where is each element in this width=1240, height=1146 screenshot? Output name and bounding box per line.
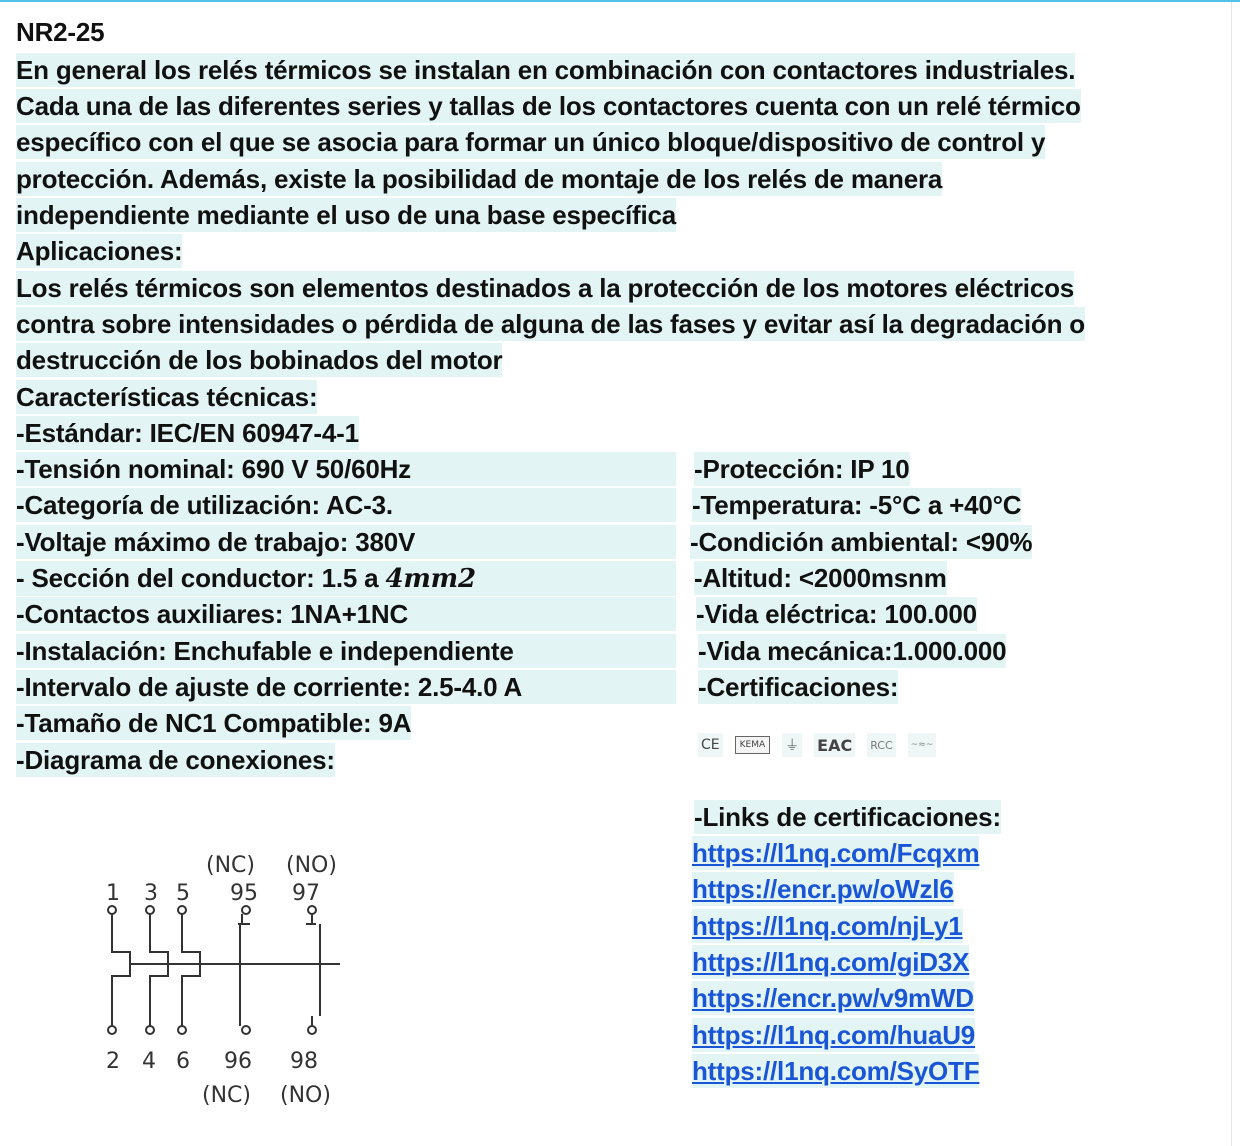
thermal-element-line bbox=[182, 914, 200, 1026]
terminal-circle bbox=[178, 1026, 186, 1034]
spec-utilization-category: -Categoría de utilización: AC-3. bbox=[16, 488, 676, 522]
spec-max-voltage: -Voltaje máximo de trabajo: 380V bbox=[16, 525, 676, 559]
spec-current-range: -Intervalo de ajuste de corriente: 2.5-4.0 A bbox=[16, 670, 676, 704]
diagram-terminal: 97 bbox=[292, 881, 320, 906]
intro-line: protección. Además, existe la posibilidad de montaje de los relés de manera bbox=[16, 164, 943, 194]
spec-aux-contacts: -Contactos auxiliares: 1NA+1NC bbox=[16, 597, 676, 631]
connection-diagram bbox=[90, 840, 380, 1130]
diagram-terminal: 5 bbox=[176, 881, 190, 906]
certification-link[interactable]: https://encr.pw/v9mWD bbox=[692, 983, 974, 1013]
terminal-circle bbox=[308, 1026, 316, 1034]
terminal-circle bbox=[178, 906, 186, 914]
links-heading: -Links de certificaciones: bbox=[694, 802, 1001, 832]
intro-line: independiente mediante el uso de una base específica bbox=[16, 200, 677, 230]
intro-line: específico con el que se asocia para formar un único bloque/dispositivo de control y bbox=[16, 127, 1046, 157]
applications-line: Los relés térmicos son elementos destinados a la protección de los motores eléctricos bbox=[16, 273, 1075, 303]
applications-line: contra sobre intensidades o pérdida de alguna de las fases y evitar así la degradación o bbox=[16, 309, 1085, 339]
conductor-unit: 4mm2 bbox=[385, 564, 476, 594]
page-right-border bbox=[1231, 2, 1232, 1146]
certification-link[interactable]: https://l1nq.com/Fcqxm bbox=[692, 838, 980, 868]
applications-line: destrucción de los bobinados del motor bbox=[16, 345, 503, 375]
diagram-terminal: 6 bbox=[176, 1049, 190, 1074]
spec-conductor-section bbox=[16, 561, 676, 596]
certification-link[interactable]: https://l1nq.com/giD3X bbox=[692, 947, 970, 977]
spec-installation: -Instalación: Enchufable e independiente bbox=[16, 634, 676, 668]
terminal-circle bbox=[242, 906, 250, 914]
features-heading: Características técnicas: bbox=[16, 382, 318, 412]
nc-contact-line bbox=[238, 914, 250, 1026]
top-accent-line bbox=[0, 0, 1240, 2]
thermal-element-line bbox=[112, 914, 130, 1026]
spec-mechanical-life: -Vida mecánica:1.000.000 bbox=[698, 636, 1007, 666]
rcc-mark-icon: RCC bbox=[867, 733, 895, 757]
diagram-terminal: 98 bbox=[290, 1049, 318, 1074]
diagram-terminal: 95 bbox=[230, 881, 258, 906]
diagram-bottom-label-nc: (NC) bbox=[202, 1083, 251, 1108]
spec-nominal-voltage: -Tensión nominal: 690 V 50/60Hz bbox=[16, 452, 676, 486]
no-contact-line bbox=[306, 914, 320, 1026]
spec-altitude: -Altitud: <2000msnm bbox=[694, 563, 947, 593]
intro-line: En general los relés térmicos se instalan en combinación con contactores industriales. bbox=[16, 55, 1076, 85]
kema-mark-icon: KEMA bbox=[735, 736, 771, 754]
diagram-top-label-no: (NO) bbox=[286, 853, 337, 878]
terminal-circle bbox=[146, 1026, 154, 1034]
terminal-circle bbox=[308, 906, 316, 914]
spec-electrical-life: -Vida eléctrica: 100.000 bbox=[696, 599, 977, 629]
diagram-terminal: 3 bbox=[144, 881, 158, 906]
diagram-terminal: 1 bbox=[106, 881, 120, 906]
spec-diagram-heading: -Diagrama de conexiones: bbox=[16, 745, 335, 775]
diagram-terminal: 96 bbox=[224, 1049, 252, 1074]
spec-temperature: -Temperatura: -5°C a +40°C bbox=[692, 490, 1022, 520]
spec-standard: -Estándar: IEC/EN 60947-4-1 bbox=[16, 418, 359, 448]
diagram-terminal: 4 bbox=[142, 1049, 156, 1074]
spec-ambient: -Condición ambiental: <90% bbox=[690, 527, 1033, 557]
diagram-terminal: 2 bbox=[106, 1049, 120, 1074]
certification-icons bbox=[698, 730, 936, 760]
eac-mark-icon: EAC bbox=[814, 733, 855, 757]
ground-mark-icon: ⏚ bbox=[782, 733, 802, 757]
product-title: NR2-25 bbox=[16, 17, 105, 47]
terminal-circle bbox=[146, 906, 154, 914]
spec-nc1-size: -Tamaño de NC1 Compatible: 9A bbox=[16, 708, 412, 738]
wave-mark-icon: ~≈~ bbox=[908, 733, 937, 757]
certification-link[interactable]: https://l1nq.com/SyOTF bbox=[692, 1056, 980, 1086]
certification-link[interactable]: https://l1nq.com/njLy1 bbox=[692, 911, 963, 941]
spec-conductor-text: - Sección del conductor: 1.5 a bbox=[16, 563, 386, 593]
certification-link[interactable]: https://l1nq.com/huaU9 bbox=[692, 1020, 976, 1050]
spec-protection: -Protección: IP 10 bbox=[694, 454, 910, 484]
certification-link[interactable]: https://encr.pw/oWzl6 bbox=[692, 874, 954, 904]
thermal-element-line bbox=[150, 914, 168, 1026]
diagram-bottom-label-no: (NO) bbox=[280, 1083, 331, 1108]
terminal-circle bbox=[242, 1026, 250, 1034]
ce-mark-icon: CE bbox=[698, 733, 723, 757]
spec-certifications-heading: -Certificaciones: bbox=[698, 672, 899, 702]
terminal-circle bbox=[108, 906, 116, 914]
applications-heading: Aplicaciones: bbox=[16, 236, 183, 266]
intro-line: Cada una de las diferentes series y tallas de los contactores cuenta con un relé térmico bbox=[16, 91, 1081, 121]
diagram-top-label-nc: (NC) bbox=[206, 853, 255, 878]
terminal-circle bbox=[108, 1026, 116, 1034]
